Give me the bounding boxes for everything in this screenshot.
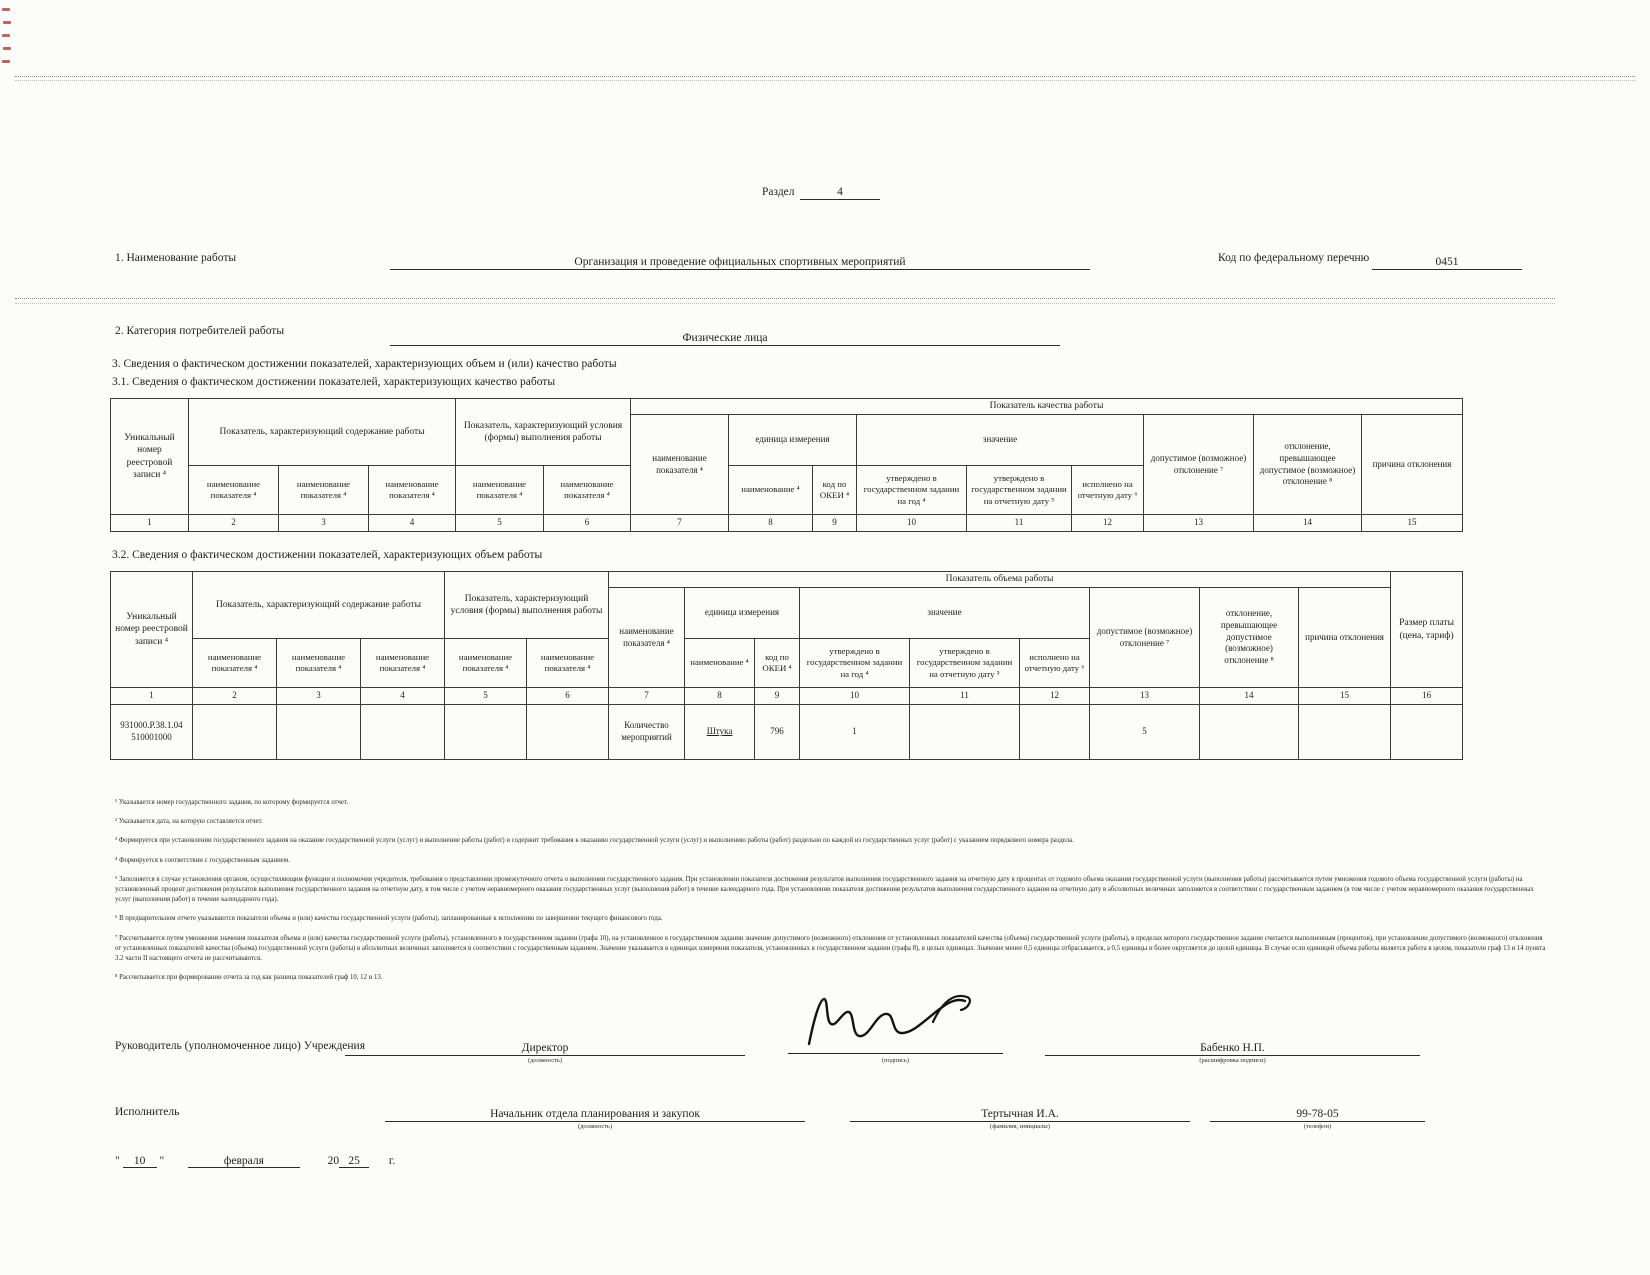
federal-code-label: Код по федеральному перечню: [1218, 252, 1370, 264]
col-number: 3: [279, 515, 369, 532]
footnote: ⁵ Заполняется в случае установления органом, осуществляющим функции и полномочия учредителя, требования о представлении промежуточного отчета о выполнении государственного задания. При установлении показателя достижения результатов выполнения государственного задания на отчетную дату в процентах от годового объема оказания государственной услуги (выполнения работы) рассчитывается путем умножения годового объема государственной услуги (работы) на установленный процент достижения результатов выполнения государственного задания на отчетную дату, в том числе с учетом неравномерного оказания государственных услуг (выполнения работ) в течение календарного года. При установлении показателя достижения результатов выполнения государственного задания на отчетную дату в абсолютных величинах заполняется в соответствии с государственным заданием (в том числе с учетом неравномерного оказания государственных услуг (выполнения работ) в течение календарного года).: [115, 875, 1534, 904]
section-label: Раздел: [762, 186, 795, 198]
col-number: 14: [1254, 515, 1362, 532]
cell-registry-number: 931000.Р.38.1.04 510001000: [111, 705, 193, 760]
col-allowed-deviation: допустимое (возможное) отклонение ⁷: [1090, 588, 1200, 688]
col-indicator-name: наименование показателя ⁴: [456, 466, 544, 515]
cell-unit: Штука: [685, 705, 755, 760]
consumer-category-field: [390, 318, 1060, 346]
position-caption: (должность): [527, 1057, 563, 1064]
federal-code-field: [1372, 242, 1522, 270]
col-number: 8: [729, 515, 813, 532]
col-number: 15: [1362, 515, 1463, 532]
group-unit: единица измерения: [685, 588, 800, 639]
executor-position-field: [385, 1102, 805, 1122]
work-name-field: [390, 242, 1090, 270]
quality-table: [110, 398, 1463, 532]
col-okei-code: код по ОКЕИ ⁴: [813, 466, 857, 515]
head-name-value: Бабенко Н.П.: [1200, 1042, 1265, 1054]
table-row: [111, 705, 1463, 760]
quote-open: ": [115, 1155, 120, 1167]
col-number: 14: [1200, 688, 1299, 705]
executor-phone-caption: (телефон): [1303, 1123, 1332, 1130]
cell-empty: [445, 705, 527, 760]
col-approved-repdate: утверждено в государственном задании на отчетную дату ⁵: [967, 466, 1072, 515]
col-number: 11: [910, 688, 1020, 705]
col-approved-year: утверждено в государственном задании на год ⁴: [800, 639, 910, 688]
cell-okei: 796: [755, 705, 800, 760]
scan-artifact: [2, 60, 10, 63]
date-year: 25: [339, 1155, 369, 1168]
scan-dotted-line: [15, 303, 1555, 304]
group-unit: единица измерения: [729, 415, 857, 466]
consumer-category-value: Физические лица: [682, 332, 768, 344]
col-number: 9: [755, 688, 800, 705]
col-number: 10: [857, 515, 967, 532]
consumer-category-label: 2. Категория потребителей работы: [115, 325, 285, 337]
footnote: ⁴ Формируется в соответствии с государственным заданием.: [115, 856, 290, 864]
cell-empty: [527, 705, 609, 760]
col-number: 3: [277, 688, 361, 705]
col-number: 1: [111, 515, 189, 532]
col-price: Размер платы (цена, тариф): [1391, 572, 1463, 688]
col-indicator-name: наименование показателя ⁴: [193, 639, 277, 688]
scan-artifact: [2, 34, 10, 37]
cell-approved-year: 1: [800, 705, 910, 760]
footnote: ⁶ В предварительном отчете указываются показатели объема и (или) качества государственной услуги (работы), запланированные к исполнению по завершении текущего финансового года.: [115, 915, 663, 923]
col-exceeding-deviation: отклонение, превышающее допустимое (возможное) отклонение ⁸: [1254, 415, 1362, 515]
footnote: ¹ Указывается номер государственного задания, по которому формируется отчет.: [115, 799, 349, 806]
footnote: ³ Формируется при установлении государственного задания на оказание государственной услуги (услуг) и выполнение работы (работ) и содержит требования к оказанию государственной услуги (услуг) и выполнению работы (работ) раздельно по каждой из государственных услуг (работ) с указанием порядкового номера раздела.: [115, 837, 1074, 845]
sign-line: [788, 1053, 1003, 1054]
scan-artifact: [3, 21, 11, 24]
col-number: 13: [1090, 688, 1200, 705]
col-unit-name: наименование ⁴: [729, 466, 813, 515]
name-caption: (расшифровка подписи): [1199, 1057, 1266, 1064]
col-indicator-name: наименование показателя ⁴: [527, 639, 609, 688]
head-name-field: [1045, 1036, 1420, 1056]
cell-empty: [193, 705, 277, 760]
col-number: 8: [685, 688, 755, 705]
section-number: 4: [837, 186, 843, 198]
cell-exceeding-deviation: [1200, 705, 1299, 760]
scan-dotted-line: [15, 298, 1555, 299]
col-approved-repdate: утверждено в государственном задании на отчетную дату ⁵: [910, 639, 1020, 688]
head-signature-label: Руководитель (уполномоченное лицо) Учреждения: [115, 1040, 365, 1052]
col-number: 13: [1144, 515, 1254, 532]
col-number: 4: [361, 688, 445, 705]
col-indicator-name: наименование показателя ⁴: [544, 466, 631, 515]
col-number: 1: [111, 688, 193, 705]
head-position-value: Директор: [521, 1042, 569, 1054]
cell-price: [1391, 705, 1463, 760]
executor-phone-field: [1210, 1102, 1425, 1122]
col-indicator-name: наименование показателя ⁴: [189, 466, 279, 515]
footnote: ⁸ Рассчитывается при формировании отчета за год как разница показателей граф 10, 12 и 13.: [115, 974, 383, 982]
handwritten-signature: [795, 988, 995, 1052]
section3-title: 3. Сведения о фактическом достижении показателей, характеризующих объем и (или) качество работы: [112, 358, 617, 370]
col-done-repdate: исполнено на отчетную дату ⁶: [1072, 466, 1144, 515]
date-suffix: г.: [388, 1155, 396, 1167]
executor-phone-value: 99-78-05: [1296, 1108, 1339, 1120]
federal-code-value: 0451: [1435, 256, 1459, 268]
executor-position-caption: (должность): [577, 1123, 613, 1130]
cell-reason: [1299, 705, 1391, 760]
col-indicator-name: наименование показателя ⁴: [279, 466, 369, 515]
col-number: 10: [800, 688, 910, 705]
banner-volume: Показатель объема работы: [609, 572, 1391, 588]
col-indicator-name: наименование показателя ⁴: [609, 588, 685, 688]
col-number: 6: [527, 688, 609, 705]
section-number-field: [800, 178, 880, 200]
sign-caption: (подпись): [882, 1057, 909, 1064]
scan-artifact: [2, 8, 10, 11]
col-indicator-name: наименование показателя ⁴: [445, 639, 527, 688]
col-number: 12: [1020, 688, 1090, 705]
cell-allowed-deviation: 5: [1090, 705, 1200, 760]
quality-table-wrap: [110, 398, 1463, 532]
group-content: Показатель, характеризующий содержание работы: [193, 572, 445, 639]
footnotes-block: [115, 798, 1547, 992]
col-number: 5: [456, 515, 544, 532]
col-number: 15: [1299, 688, 1391, 705]
date-century: 20: [327, 1155, 340, 1167]
executor-label: Исполнитель: [115, 1106, 180, 1118]
col-done-repdate: исполнено на отчетную дату ⁶: [1020, 639, 1090, 688]
group-value: значение: [857, 415, 1144, 466]
col-indicator-name: наименование показателя ⁴: [631, 415, 729, 515]
executor-name-value: Тертычная И.А.: [981, 1108, 1059, 1120]
section32-title: 3.2. Сведения о фактическом достижении показателей, характеризующих объем работы: [112, 549, 543, 561]
col-number: 4: [369, 515, 456, 532]
col-indicator-name: наименование показателя ⁴: [361, 639, 445, 688]
executor-name-caption: (фамилия, инициалы): [990, 1123, 1050, 1130]
col-unique-number: Уникальный номер реестровой записи ⁴: [111, 572, 193, 688]
col-unique-number: Уникальный номер реестровой записи ⁴: [111, 399, 189, 515]
scan-dotted-line: [15, 80, 1635, 81]
col-number: 11: [967, 515, 1072, 532]
cell-empty: [277, 705, 361, 760]
group-conditions: Показатель, характеризующий условия (формы) выполнения работы: [445, 572, 609, 639]
col-okei-code: код по ОКЕИ ⁴: [755, 639, 800, 688]
col-number: 16: [1391, 688, 1463, 705]
work-name-label: 1. Наименование работы: [115, 252, 237, 264]
section31-title: 3.1. Сведения о фактическом достижении показателей, характеризующих качество работы: [112, 376, 556, 388]
col-deviation-reason: причина отклонения: [1362, 415, 1463, 515]
group-content: Показатель, характеризующий содержание работы: [189, 399, 456, 466]
date-day: 10: [123, 1155, 157, 1168]
col-number: 5: [445, 688, 527, 705]
col-number: 9: [813, 515, 857, 532]
group-conditions: Показатель, характеризующий условия (формы) выполнения работы: [456, 399, 631, 466]
cell-empty: [361, 705, 445, 760]
volume-table-wrap: [110, 571, 1463, 760]
col-number: 7: [609, 688, 685, 705]
cell-approved-repdate: [910, 705, 1020, 760]
cell-indicator: Количество мероприятий: [609, 705, 685, 760]
quote-close: ": [159, 1155, 165, 1167]
col-indicator-name: наименование показателя ⁴: [369, 466, 456, 515]
col-number: 2: [189, 515, 279, 532]
executor-name-field: [850, 1102, 1190, 1122]
col-unit-name: наименование ⁴: [685, 639, 755, 688]
scan-artifact: [3, 47, 11, 50]
footnote: ⁷ Рассчитывается путем умножения значения показателя объема и (или) качества государственной услуги (работы), установленного в государственном задании (графа 10), на установленное в государственном задании значение допустимого (возможного) отклонения от установленных показателей качества (объема) государственной услуги (работы), в пределах которого государственное задание считается выполненным (процентов), при установлении допустимого (возможного) отклонения от установленных показателей качества (объема) государственной услуги (работы) в абсолютных величинах заполняется в соответствии с государственным заданием. Значение указывается в единицах измерения показателя, установленных в государственном задании (графа 8), в целых единицах. Значение менее 0,5 единицы отбрасывается, а 0,5 единицы и более округляется до целой единицы. В случае если единицей объема работы является работа в целом, показатели граф 13 и 14 пункта 3.2 части II настоящего отчета не рассчитываются.: [115, 934, 1546, 962]
footnote: ² Указывается дата, на которую составляется отчет.: [115, 818, 263, 826]
col-approved-year: утверждено в государственном задании на год ⁴: [857, 466, 967, 515]
col-deviation-reason: причина отклонения: [1299, 588, 1391, 688]
col-number: 2: [193, 688, 277, 705]
executor-position-value: Начальник отдела планирования и закупок: [490, 1108, 700, 1120]
col-number: 7: [631, 515, 729, 532]
date-line: [115, 1155, 395, 1168]
head-position-field: [345, 1036, 745, 1056]
volume-table: [110, 571, 1463, 760]
work-name-value: Организация и проведение официальных спортивных мероприятий: [574, 256, 906, 268]
col-allowed-deviation: допустимое (возможное) отклонение ⁷: [1144, 415, 1254, 515]
col-indicator-name: наименование показателя ⁴: [277, 639, 361, 688]
group-value: значение: [800, 588, 1090, 639]
date-month: февраля: [188, 1155, 300, 1168]
col-number: 6: [544, 515, 631, 532]
banner-quality: Показатель качества работы: [631, 399, 1463, 415]
col-exceeding-deviation: отклонение, превышающее допустимое (возможное) отклонение ⁸: [1200, 588, 1299, 688]
col-number: 12: [1072, 515, 1144, 532]
cell-done: [1020, 705, 1090, 760]
scan-dotted-line: [15, 76, 1635, 77]
